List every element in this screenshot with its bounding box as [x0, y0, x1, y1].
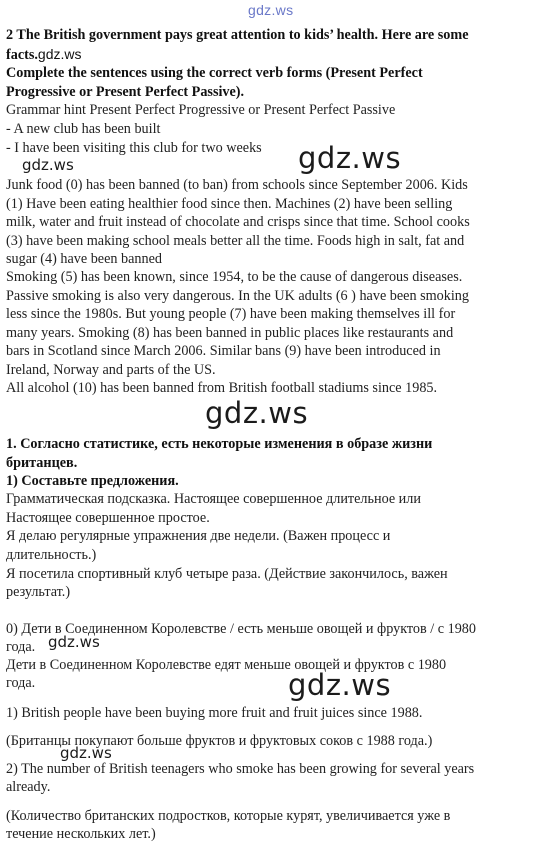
paragraph1-line5: sugar (4) have been banned	[6, 251, 162, 267]
ru-subheading: 1) Составьте предложения.	[6, 473, 179, 489]
ru-example2-line2: результат.)	[6, 584, 71, 600]
watermark-big-2: gdz.ws	[205, 396, 309, 430]
paragraph2-line4: many years. Smoking (8) has been banned in public places like restaurants and	[6, 325, 454, 341]
ru-example1-line1: Я делаю регулярные упражнения две недели. (Важен процесс и	[6, 528, 391, 544]
paragraph2-line2: Passive smoking is also very dangerous. In the UK adults (6 ) have been smoking	[6, 288, 469, 304]
instruction-line1: Complete the sentences using the correct verb forms (Present Perfect	[6, 65, 423, 81]
paragraph3: All alcohol (10) has been banned from British football stadiums since 1985.	[6, 380, 438, 396]
paragraph1-line4: (3) have been making school meals better all the time. Foods high in salt, fat and	[6, 233, 465, 249]
item2-line2: already.	[6, 779, 51, 795]
ru-item0-line1: 0) Дети в Соединенном Королевстве / есть меньше овощей и фруктов / с 1980	[6, 621, 476, 637]
ru-item0-answer-line2: года.	[6, 675, 36, 691]
watermark-big-3: gdz.ws	[288, 668, 392, 702]
example-line2: - I have been visiting this club for two weeks	[6, 140, 262, 156]
example-line1: - A new club has been built	[6, 121, 161, 137]
watermark-small-2: gdz.ws	[48, 633, 100, 651]
item1-translation: (Британцы покупают больше фруктов и фруктовых соков с 1988 года.)	[6, 733, 433, 749]
paragraph2-line3: less since the 1980s. But young people (7) have been making themselves ill for	[6, 306, 456, 322]
instruction-line2: Progressive or Present Perfect Passive).	[6, 84, 245, 100]
watermark-big-1: gdz.ws	[298, 141, 402, 175]
ru-hint-line1: Грамматическая подсказка. Настоящее совершенное длительное или	[6, 491, 421, 507]
watermark-small-1: gdz.ws	[22, 156, 74, 174]
item1: 1) British people have been buying more fruit and fruit juices since 1988.	[6, 705, 423, 721]
watermark-small-3: gdz.ws	[60, 744, 112, 762]
item2-translation-line2: течение нескольких лет.)	[6, 826, 156, 842]
paragraph1-line2: (1) Have been eating healthier food since then. Machines (2) have been selling	[6, 196, 453, 212]
paragraph2-line1: Smoking (5) has been known, since 1954, to be the cause of dangerous diseases.	[6, 269, 463, 285]
ru-example1-line2: длительность.)	[6, 547, 97, 563]
task-heading-line1: 2 The British government pays great attention to kids’ health. Here are some	[6, 27, 469, 43]
watermark-top: gdz.ws	[248, 2, 294, 18]
ru-heading-line2: британцев.	[6, 455, 78, 471]
ru-hint-line2: Настоящее совершенное простое.	[6, 510, 210, 526]
ru-heading-line1: 1. Согласно статистике, есть некоторые изменения в образе жизни	[6, 436, 433, 452]
paragraph2-line6: Ireland, Norway and parts of the US.	[6, 362, 216, 378]
paragraph1-line1: Junk food (0) has been banned (to ban) from schools since September 2006. Kids	[6, 177, 468, 193]
paragraph1-line3: milk, water and fruit instead of chocolate and crisps since that time. School cooks	[6, 214, 470, 230]
task-heading-line2	[6, 45, 82, 65]
item2-translation-line1: (Количество британских подростков, которые курят, увеличивается уже в	[6, 808, 451, 824]
paragraph2-line5: bars in Scotland since March 2006. Similar bans (9) have been introduced in	[6, 343, 441, 359]
item2-line1: 2) The number of British teenagers who smoke has been growing for several years	[6, 761, 475, 777]
watermark-inline: gdz.ws	[37, 46, 82, 62]
ru-item0-line2: года.	[6, 639, 36, 655]
ru-example2-line1: Я посетила спортивный клуб четыре раза. (Действие закончилось, важен	[6, 566, 448, 582]
task-heading-facts: facts.	[6, 47, 38, 63]
ru-item0-answer-line1: Дети в Соединенном Королевстве едят меньше овощей и фруктов с 1980	[6, 657, 447, 673]
grammar-hint: Grammar hint Present Perfect Progressive or Present Perfect Passive	[6, 102, 396, 118]
